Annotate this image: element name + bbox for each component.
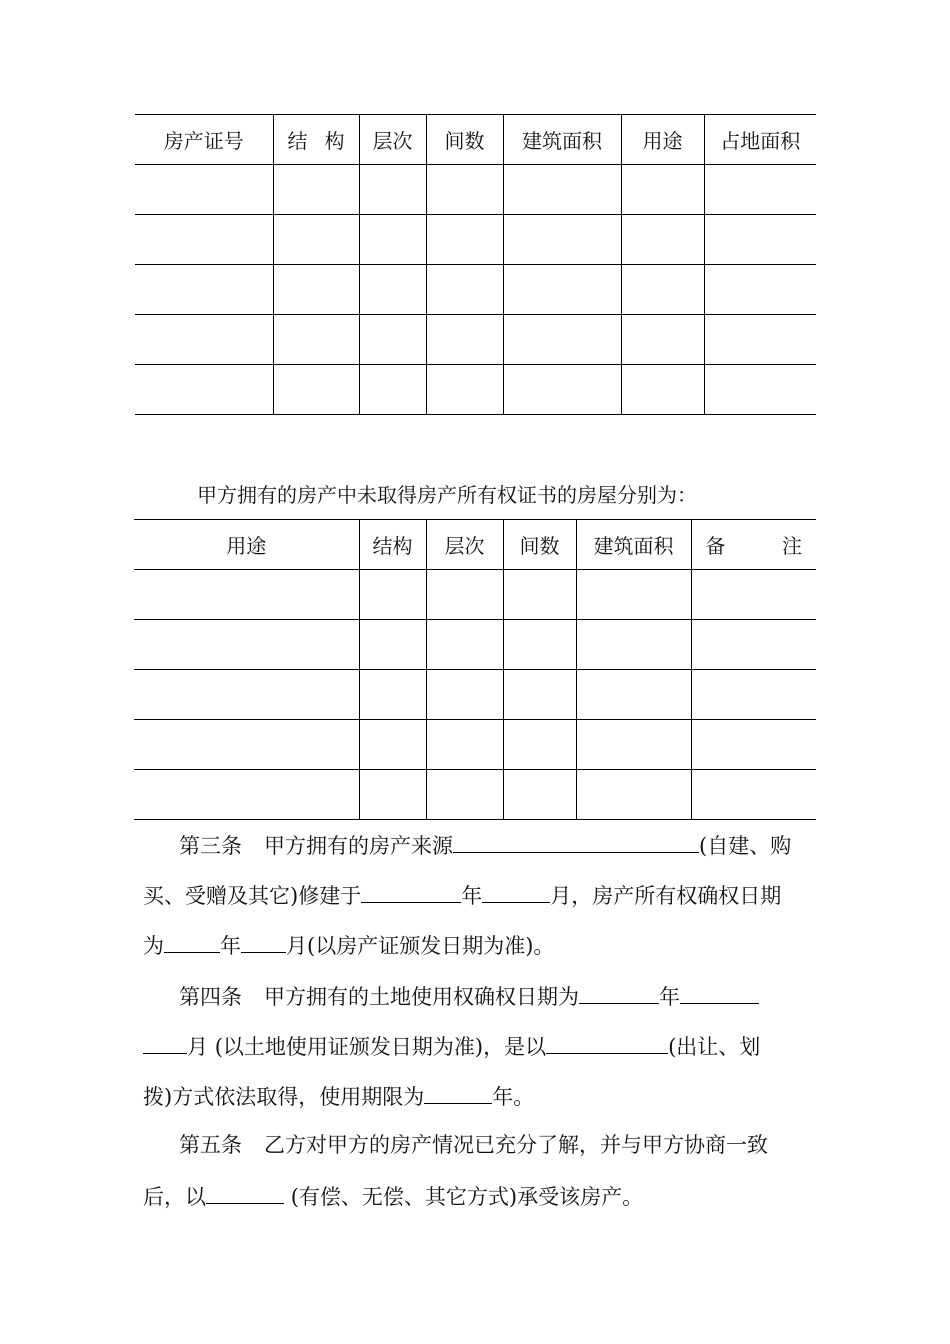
cell[interactable] — [704, 165, 816, 215]
uncertified-caption: 甲方拥有的房产中未取得房产所有权证书的房屋分别为： — [197, 483, 697, 507]
cell[interactable] — [621, 215, 704, 265]
table-row — [134, 720, 816, 770]
cell[interactable] — [135, 265, 273, 315]
cell[interactable] — [621, 265, 704, 315]
cell[interactable] — [273, 365, 359, 415]
cell[interactable] — [359, 315, 426, 365]
cell[interactable] — [503, 670, 576, 720]
cell[interactable] — [135, 365, 273, 415]
land-month-blank-b[interactable] — [143, 1031, 187, 1054]
cell[interactable] — [691, 670, 816, 720]
cell[interactable] — [134, 670, 359, 720]
cell[interactable] — [273, 265, 359, 315]
header-usage: 用途 — [621, 115, 704, 165]
cell[interactable] — [503, 720, 576, 770]
confirm-month-blank[interactable] — [241, 930, 286, 953]
cell[interactable] — [503, 770, 576, 820]
cell[interactable] — [273, 315, 359, 365]
cell[interactable] — [359, 365, 426, 415]
build-month-blank[interactable] — [482, 880, 550, 903]
uncertified-property-table — [134, 519, 816, 820]
cell[interactable] — [426, 720, 503, 770]
article5-title: 第五条 — [179, 1133, 242, 1157]
header-building-area: 建筑面积 — [503, 115, 621, 165]
cell[interactable] — [576, 770, 691, 820]
cell[interactable] — [503, 215, 621, 265]
table-row — [134, 570, 816, 620]
cell[interactable] — [576, 720, 691, 770]
header-floor: 层次 — [426, 520, 503, 570]
cell[interactable] — [359, 670, 426, 720]
cell[interactable] — [576, 570, 691, 620]
confirm-year-blank[interactable] — [164, 930, 220, 953]
cell[interactable] — [704, 365, 816, 415]
header-land-area: 占地面积 — [704, 115, 816, 165]
article4-line2: 月 (以土地使用证颁发日期为准)，是以 (出让、划 — [143, 1031, 760, 1061]
cell[interactable] — [691, 770, 816, 820]
cell[interactable] — [426, 670, 503, 720]
table-row — [134, 670, 816, 720]
term-years-blank[interactable] — [424, 1081, 492, 1104]
cell[interactable] — [135, 215, 273, 265]
cell[interactable] — [691, 620, 816, 670]
header-structure: 结 构 — [273, 115, 359, 165]
cell[interactable] — [426, 620, 503, 670]
table-row — [135, 265, 816, 315]
cell[interactable] — [359, 265, 426, 315]
article4-line1: 第四条 甲方拥有的土地使用权确权日期为 年 — [179, 981, 759, 1011]
land-month-blank-a[interactable] — [680, 981, 759, 1004]
cell[interactable] — [503, 365, 621, 415]
cell[interactable] — [135, 165, 273, 215]
cell[interactable] — [621, 165, 704, 215]
cell[interactable] — [359, 770, 426, 820]
land-year-blank[interactable] — [579, 981, 659, 1004]
article3-line3: 为 年 月(以房产证颁发日期为准)。 — [143, 930, 554, 960]
header-remarks: 备 注 — [691, 520, 816, 570]
cell[interactable] — [135, 315, 273, 365]
table-row — [134, 620, 816, 670]
cell[interactable] — [426, 315, 503, 365]
cell[interactable] — [704, 265, 816, 315]
cell[interactable] — [621, 315, 704, 365]
cell[interactable] — [426, 570, 503, 620]
table-row — [135, 365, 816, 415]
cell[interactable] — [503, 165, 621, 215]
cell[interactable] — [621, 365, 704, 415]
cell[interactable] — [359, 570, 426, 620]
cell[interactable] — [503, 570, 576, 620]
article3-line2: 买、受赠及其它)修建于 年 月，房产所有权确权日期 — [143, 880, 781, 910]
cell[interactable] — [704, 215, 816, 265]
article3-line1: 第三条 甲方拥有的房产来源 (自建、购 — [179, 830, 791, 860]
article5-line2: 后，以 (有偿、无偿、其它方式)承受该房产。 — [143, 1181, 643, 1211]
table-header-row — [134, 520, 816, 570]
cell[interactable] — [503, 265, 621, 315]
cell[interactable] — [359, 165, 426, 215]
cell[interactable] — [576, 670, 691, 720]
header-rooms: 间数 — [503, 520, 576, 570]
land-method-blank[interactable] — [546, 1031, 668, 1054]
cell[interactable] — [359, 215, 426, 265]
cell[interactable] — [273, 215, 359, 265]
header-rooms: 间数 — [426, 115, 503, 165]
cell[interactable] — [691, 720, 816, 770]
table-row — [135, 215, 816, 265]
cell[interactable] — [576, 620, 691, 670]
cell[interactable] — [426, 165, 503, 215]
table-row — [135, 165, 816, 215]
cell[interactable] — [134, 720, 359, 770]
cell[interactable] — [704, 315, 816, 365]
cell[interactable] — [134, 770, 359, 820]
header-floor: 层次 — [359, 115, 426, 165]
table-row — [134, 770, 816, 820]
cell[interactable] — [426, 265, 503, 315]
table-header-row — [135, 115, 816, 165]
cell[interactable] — [426, 215, 503, 265]
cell[interactable] — [273, 165, 359, 215]
build-year-blank[interactable] — [361, 880, 461, 903]
cell[interactable] — [134, 620, 359, 670]
cell[interactable] — [134, 570, 359, 620]
header-cert-no: 房产证号 — [135, 115, 273, 165]
article4-title: 第四条 — [179, 985, 242, 1009]
cell[interactable] — [359, 620, 426, 670]
cell[interactable] — [426, 770, 503, 820]
certified-property-table — [135, 114, 816, 415]
article3-title: 第三条 — [179, 834, 242, 858]
cell[interactable] — [691, 570, 816, 620]
transfer-method-blank[interactable] — [206, 1181, 284, 1204]
cell[interactable] — [503, 620, 576, 670]
article4-line3: 拨)方式依法取得，使用期限为 年。 — [143, 1081, 534, 1111]
cell[interactable] — [359, 720, 426, 770]
header-structure: 结构 — [359, 520, 426, 570]
article5-line1: 第五条 乙方对甲方的房产情况已充分了解，并与甲方协商一致 — [179, 1133, 768, 1157]
header-building-area: 建筑面积 — [576, 520, 691, 570]
header-usage: 用途 — [134, 520, 359, 570]
source-blank[interactable] — [453, 830, 699, 853]
table-row — [135, 315, 816, 365]
cell[interactable] — [426, 365, 503, 415]
cell[interactable] — [503, 315, 621, 365]
